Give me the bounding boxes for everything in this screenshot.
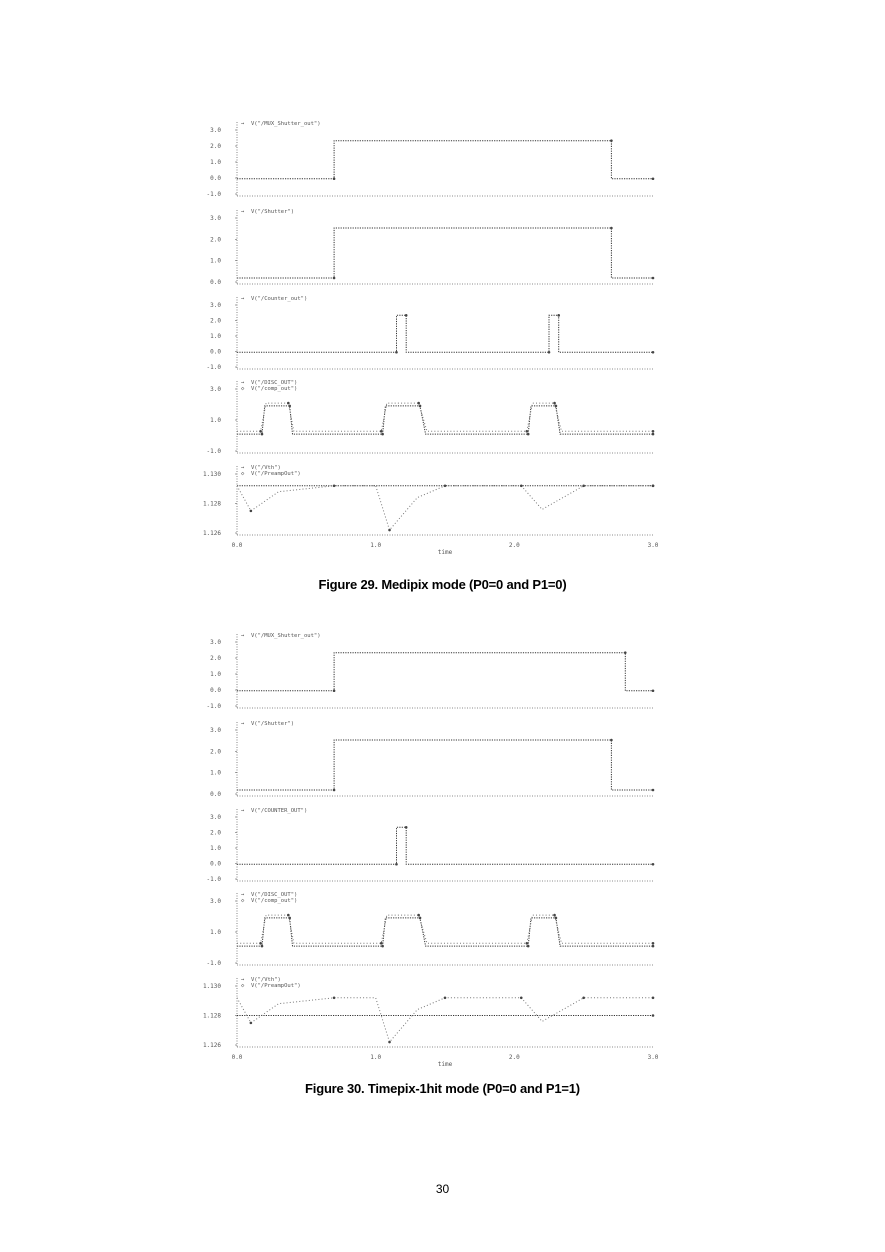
series-point [652, 942, 655, 945]
y-tick-label: 2.0 [210, 655, 221, 662]
legend-marker: → [241, 721, 245, 727]
series-point [333, 177, 336, 180]
waveform-panel [207, 633, 655, 710]
y-tick-label: 2.0 [210, 829, 221, 837]
y-tick-label: 1.0 [210, 417, 221, 424]
x-axis-label: time [437, 1061, 453, 1067]
legend-entry: V("/Counter_out") [251, 296, 308, 302]
y-tick-label: 1.0 [210, 769, 221, 777]
series-point [380, 942, 383, 945]
figure-29-caption: Figure 29. Medipix mode (P0=0 and P1=0) [318, 577, 567, 592]
figure-29-plot [195, 110, 665, 555]
y-tick-label: -1.0 [206, 960, 221, 967]
y-tick-label: 2.0 [210, 748, 221, 756]
series-point [582, 997, 585, 1000]
series-point [652, 789, 655, 792]
y-tick-label: 3.0 [210, 215, 221, 222]
series-line [237, 915, 653, 943]
waveform-panel [210, 721, 654, 798]
series-point [333, 277, 336, 280]
series-point [527, 433, 530, 436]
legend-marker: → [241, 633, 245, 639]
series-point [652, 997, 655, 1000]
legend-entry: V("/DISC_OUT") [251, 380, 298, 386]
legend-marker: → [241, 380, 245, 386]
series-line [237, 827, 653, 864]
series-point [250, 510, 253, 513]
legend-entry: V("/Shutter") [251, 209, 295, 215]
legend-entry: V("/comp_out") [251, 386, 298, 392]
y-tick-label: 2.0 [210, 143, 221, 150]
y-tick-label: 0.0 [210, 279, 221, 286]
y-tick-label: 3.0 [210, 814, 221, 821]
series-point [557, 314, 560, 317]
y-tick-label: 1.0 [210, 333, 221, 340]
x-tick-label: 0.0 [231, 542, 243, 549]
y-tick-label: 1.0 [210, 257, 221, 265]
legend-marker: → [241, 465, 245, 471]
waveform-panel [203, 977, 654, 1049]
figure-30-caption: Figure 30. Timepix-1hit mode (P0=0 and P1=1) [305, 1081, 580, 1096]
series-point [333, 789, 336, 792]
legend-marker: ◇ [241, 898, 245, 904]
series-point [250, 1022, 253, 1025]
y-tick-label: 1.128 [202, 500, 221, 508]
y-tick-label: 1.130 [202, 983, 221, 990]
series-point [261, 945, 264, 948]
legend-entry: V("/DISC_OUT") [251, 892, 298, 898]
waveform-chart [195, 110, 665, 555]
series-point [417, 914, 420, 917]
y-tick-label: 2.0 [210, 317, 221, 325]
y-tick-label: 1.0 [210, 845, 221, 852]
series-point [381, 433, 384, 436]
legend-entry: V("/PreampOut") [251, 471, 301, 477]
y-tick-label: 0.0 [210, 348, 221, 356]
legend-marker: → [241, 977, 245, 983]
series-point [553, 402, 556, 405]
series-point [259, 430, 262, 433]
series-point [652, 1014, 655, 1017]
series-line [237, 653, 653, 691]
series-point [287, 402, 290, 405]
series-point [526, 942, 529, 945]
legend-entry: V("/PreampOut") [251, 983, 301, 989]
y-tick-label: -1.0 [206, 448, 221, 455]
series-point [610, 739, 613, 742]
y-tick-label: 3.0 [210, 127, 221, 134]
series-point [405, 826, 408, 829]
series-line [237, 486, 653, 530]
legend-entry: V("/Shutter") [251, 721, 295, 727]
y-tick-label: 3.0 [210, 386, 221, 393]
series-point [548, 351, 551, 354]
series-point [388, 1041, 391, 1044]
legend-marker: ◇ [241, 471, 245, 477]
series-point [287, 914, 290, 917]
y-tick-label: 1.0 [210, 159, 221, 166]
y-tick-label: 3.0 [210, 639, 221, 646]
waveform-panel [210, 209, 654, 286]
legend-entry: V("/MUX_Shutter_out") [251, 633, 321, 639]
x-tick-label: 3.0 [647, 1054, 659, 1061]
series-point [610, 139, 613, 142]
y-tick-label: 1.126 [202, 1042, 221, 1049]
figure-30-plot [195, 622, 665, 1067]
y-tick-label: 0.0 [210, 860, 221, 868]
series-line [237, 315, 653, 352]
series-point [333, 485, 336, 488]
y-tick-label: -1.0 [206, 191, 221, 198]
y-tick-label: 1.0 [210, 671, 221, 678]
series-point [520, 485, 523, 488]
series-point [395, 863, 398, 866]
waveform-panel [207, 296, 655, 371]
series-point [652, 433, 655, 436]
legend-marker: → [241, 892, 245, 898]
series-line [237, 403, 653, 431]
page-number: 30 [435, 1182, 450, 1196]
legend-marker: → [241, 808, 245, 814]
series-point [444, 485, 447, 488]
series-point [526, 430, 529, 433]
series-line [237, 228, 653, 278]
legend-entry: V("/Vth") [251, 977, 281, 983]
series-line [237, 406, 653, 434]
series-point [652, 277, 655, 280]
waveform-panel [203, 465, 654, 537]
series-line [237, 141, 653, 179]
x-tick-label: 3.0 [647, 542, 659, 549]
series-point [652, 485, 655, 488]
series-point [652, 351, 655, 354]
series-point [259, 942, 262, 945]
series-point [417, 402, 420, 405]
series-point [652, 863, 655, 866]
series-point [395, 351, 398, 354]
y-tick-label: 1.130 [202, 471, 221, 478]
legend-marker: ◇ [241, 983, 245, 989]
y-tick-label: -1.0 [206, 876, 221, 883]
y-tick-label: 3.0 [210, 898, 221, 905]
series-point [333, 997, 336, 1000]
series-point [388, 529, 391, 532]
waveform-chart [195, 622, 665, 1067]
series-line [237, 998, 653, 1042]
waveform-panel [207, 380, 655, 455]
y-tick-label: 3.0 [210, 727, 221, 734]
series-point [652, 177, 655, 180]
x-tick-label: 2.0 [508, 542, 520, 549]
legend-marker: → [241, 296, 245, 302]
waveform-panel [207, 808, 655, 883]
x-tick-label: 1.0 [370, 542, 382, 549]
legend-marker: → [241, 121, 245, 127]
series-line [237, 740, 653, 790]
y-tick-label: 0.0 [210, 687, 221, 694]
y-tick-label: 2.0 [210, 236, 221, 244]
series-point [652, 430, 655, 433]
series-point [610, 227, 613, 230]
y-tick-label: 0.0 [210, 175, 221, 182]
y-tick-label: -1.0 [206, 703, 221, 710]
legend-entry: V("/MUX_Shutter_out") [251, 121, 321, 127]
y-tick-label: -1.0 [206, 364, 221, 371]
series-line [237, 918, 653, 946]
series-point [652, 945, 655, 948]
waveform-panel [207, 121, 655, 198]
y-tick-label: 1.126 [202, 530, 221, 537]
legend-entry: V("/COUNTER_OUT") [251, 808, 308, 814]
series-point [527, 945, 530, 948]
x-axis-label: time [437, 549, 453, 555]
series-point [381, 945, 384, 948]
y-tick-label: 0.0 [210, 791, 221, 798]
x-tick-label: 2.0 [508, 1054, 520, 1061]
legend-entry: V("/Vth") [251, 465, 281, 471]
waveform-panel [207, 892, 655, 967]
y-tick-label: 1.128 [202, 1012, 221, 1020]
legend-marker: ◇ [241, 386, 245, 392]
series-point [405, 314, 408, 317]
series-point [380, 430, 383, 433]
x-tick-label: 1.0 [370, 1054, 382, 1061]
series-point [652, 689, 655, 692]
x-tick-label: 0.0 [231, 1054, 243, 1061]
y-tick-label: 3.0 [210, 302, 221, 309]
legend-marker: → [241, 209, 245, 215]
series-point [444, 997, 447, 1000]
series-point [333, 689, 336, 692]
series-point [582, 485, 585, 488]
series-point [261, 433, 264, 436]
legend-entry: V("/comp_out") [251, 898, 298, 904]
series-point [553, 914, 556, 917]
series-point [624, 651, 627, 654]
y-tick-label: 1.0 [210, 929, 221, 936]
series-point [520, 997, 523, 1000]
